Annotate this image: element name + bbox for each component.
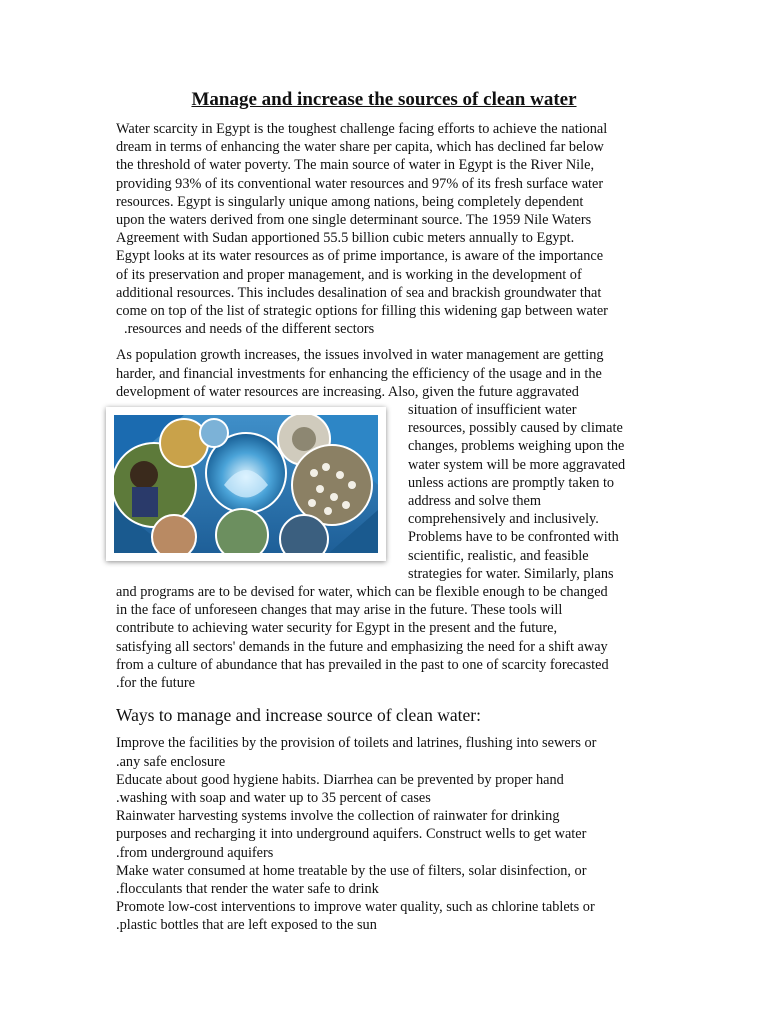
text-line: come on top of the list of strategic options for filling this widening gap between water: [116, 303, 608, 320]
list-item: [116, 807, 652, 862]
water-collage-image: [106, 407, 386, 561]
water-collage-graphic: [114, 415, 378, 553]
text-line: changes, problems weighing upon the: [408, 438, 625, 455]
list-item-line: .washing with soap and water up to 35 percent of cases: [116, 789, 431, 806]
list-item: [116, 734, 652, 770]
text-line: from a culture of abundance that has prevailed in the past to one of scarcity forecasted: [116, 656, 609, 673]
list-item-line: Promote low-cost interventions to improve water quality, such as chlorine tablets or: [116, 899, 595, 916]
list-item-line: .plastic bottles that are left exposed to the sun: [116, 917, 377, 934]
text-line: contribute to achieving water security for Egypt in the present and the future,: [116, 620, 558, 637]
text-line: providing 93% of its conventional water resources and 97% of its fresh surface water: [116, 175, 604, 192]
paragraph-2: [116, 346, 652, 692]
list-item: [116, 862, 652, 898]
text-line: upon the waters derived from one single determinant source. The 1959 Nile Waters: [116, 212, 592, 229]
text-line: comprehensively and inclusively.: [408, 511, 599, 528]
list-item-line: .flocculants that render the water safe to drink: [116, 880, 379, 897]
text-line: and programs are to be devised for water, which can be flexible enough to be changed: [116, 584, 608, 601]
text-line: dream in terms of enhancing the water share per capita, which has declined far below: [116, 139, 604, 156]
text-line: in the face of unforeseen changes that may arise in the future. These tools will: [116, 602, 563, 619]
paragraph-1: [116, 120, 652, 338]
document-page: [116, 88, 652, 935]
list-item-line: Improve the facilities by the provision of toilets and latrines, flushing into sewers or: [116, 735, 597, 752]
list-item-line: .any safe enclosure: [116, 753, 226, 770]
text-line: Problems have to be confronted with: [408, 529, 619, 546]
section-heading: Ways to manage and increase source of clean water:: [116, 705, 481, 726]
text-line: development of water resources are increasing. Also, given the future aggravated: [116, 383, 579, 400]
text-line: As population growth increases, the issues involved in water management are getting: [116, 347, 604, 364]
text-line: .for the future: [116, 675, 195, 692]
text-line: of its preservation and proper management, and is working in the development of: [116, 266, 582, 283]
text-line: the threshold of water poverty. The main source of water in Egypt is the River Nile,: [116, 157, 595, 174]
list-item: [116, 771, 652, 807]
list-item-line: .from underground aquifers: [116, 844, 274, 861]
text-line: water system will be more aggravated: [408, 456, 626, 473]
text-line: Egypt looks at its water resources as of prime importance, is aware of the importance: [116, 248, 604, 265]
text-line: address and solve them: [408, 493, 542, 510]
text-line: situation of insufficient water: [408, 402, 577, 419]
text-line: resources, possibly caused by climate: [408, 420, 623, 437]
text-line: harder, and financial investments for enhancing the efficiency of the usage and in the: [116, 365, 602, 382]
list-item-line: Educate about good hygiene habits. Diarrhea can be prevented by proper hand: [116, 771, 564, 788]
text-line: additional resources. This includes desalination of sea and brackish groundwater that: [116, 284, 602, 301]
text-line: Water scarcity in Egypt is the toughest challenge facing efforts to achieve the national: [116, 121, 608, 137]
ways-list: [116, 734, 652, 934]
list-item: [116, 898, 652, 934]
text-line: satisfying all sectors' demands in the future and emphasizing the need for a shift away: [116, 638, 608, 655]
list-item-line: purposes and recharging it into underground aquifers. Construct wells to get water: [116, 826, 587, 843]
list-item-line: Rainwater harvesting systems involve the collection of rainwater for drinking: [116, 808, 560, 825]
text-line: scientific, realistic, and feasible: [408, 547, 589, 564]
text-line: resources. Egypt is singularly unique among nations, being completely dependent: [116, 193, 584, 210]
text-line: strategies for water. Similarly, plans: [408, 565, 614, 582]
text-line: unless actions are promptly taken to: [408, 474, 615, 491]
text-line: Agreement with Sudan apportioned 55.5 billion cubic meters annually to Egypt.: [116, 230, 575, 247]
list-item-line: Make water consumed at home treatable by the use of filters, solar disinfection, or: [116, 862, 587, 879]
document-title: Manage and increase the sources of clean water: [191, 89, 577, 110]
text-line: .resources and needs of the different sectors: [124, 321, 375, 338]
